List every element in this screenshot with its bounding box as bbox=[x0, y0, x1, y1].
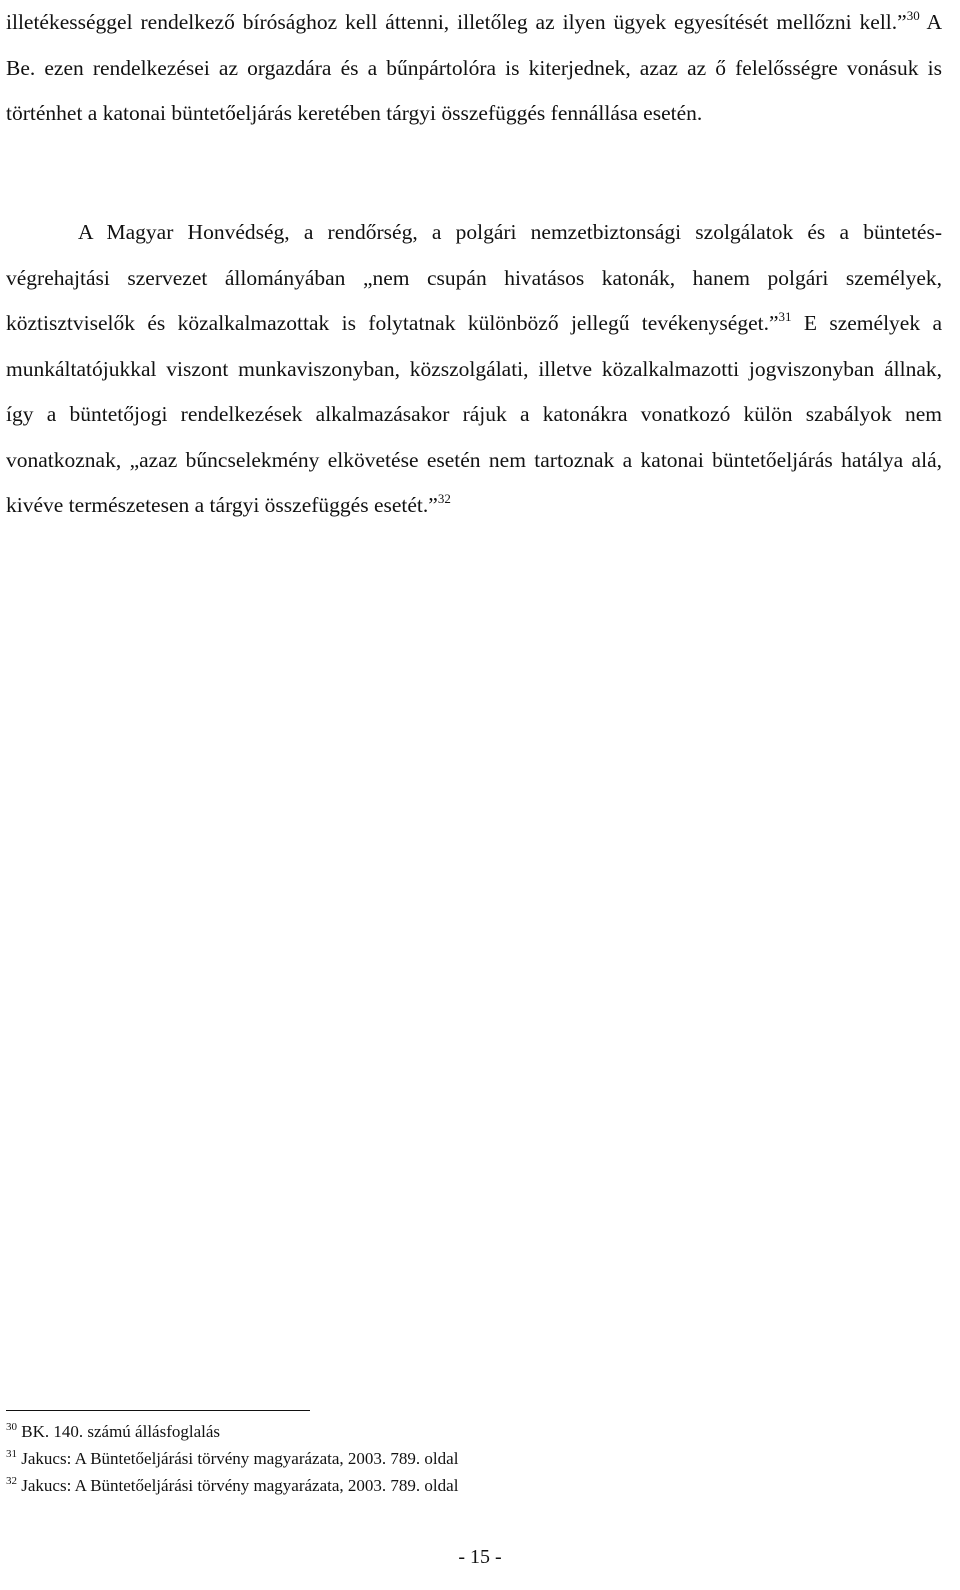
body-paragraph-2 bbox=[6, 210, 942, 529]
footnote-ref-31[interactable]: 31 bbox=[778, 309, 792, 324]
footnote-number: 32 bbox=[6, 1475, 17, 1487]
paragraph-1-text-b: A Be. ezen rendelkezései az orgazdára és a bűnpártolóra is kiterjednek, azaz az ő felelősségre vonásuk is történhet a katonai büntetőeljárás keretében tárgyi összefüggés fennállása esetén. bbox=[6, 10, 943, 125]
footnote-number: 31 bbox=[6, 1448, 17, 1460]
footnote-separator bbox=[6, 1410, 310, 1411]
page-number: - 15 - bbox=[458, 1546, 502, 1568]
footnote-text: Jakucs: A Büntetőeljárási törvény magyarázata, 2003. 789. oldal bbox=[21, 1449, 459, 1468]
footnote-item bbox=[6, 1418, 906, 1445]
footnote-item bbox=[6, 1472, 906, 1499]
footnote-item bbox=[6, 1445, 906, 1472]
footnotes-section bbox=[6, 1418, 906, 1499]
paragraph-2-text-b: E személyek a munkáltatójukkal viszont munkaviszonyban, közszolgálati, illetve közalkalmazotti jogviszonyban állnak, így a büntetőjogi rendelkezések alkalmazásakor rájuk a katonákra vonatkozó külön szabályok nem vonatkoznak, „azaz bűncselekmény elkövetése esetén nem tartoznak a katonai büntetőeljárás hatálya alá, kivéve természetesen a tárgyi összefüggés esetét.” bbox=[6, 311, 942, 517]
footnote-number: 30 bbox=[6, 1421, 17, 1433]
paragraph-1-text-a: illetékességgel rendelkező bírósághoz kell áttenni, illetőleg az ilyen ügyek egyesítését mellőzni kell.” bbox=[6, 10, 907, 34]
footnote-text: BK. 140. számú állásfoglalás bbox=[21, 1422, 221, 1441]
footnote-ref-30[interactable]: 30 bbox=[906, 8, 920, 23]
paragraph-2-text-a: A Magyar Honvédség, a rendőrség, a polgári nemzetbiztonsági szolgálatok és a büntetés-végrehajtási szervezet állományában „nem csupán hivatásos katonák, hanem polgári személyek, köztisztviselők és közalkalmazottak is folytatnak különböző jellegű tevékenységet.” bbox=[6, 220, 942, 335]
footnote-ref-32[interactable]: 32 bbox=[437, 491, 451, 506]
body-paragraph-1 bbox=[6, 0, 942, 137]
footnote-text: Jakucs: A Büntetőeljárási törvény magyarázata, 2003. 789. oldal bbox=[21, 1476, 459, 1495]
